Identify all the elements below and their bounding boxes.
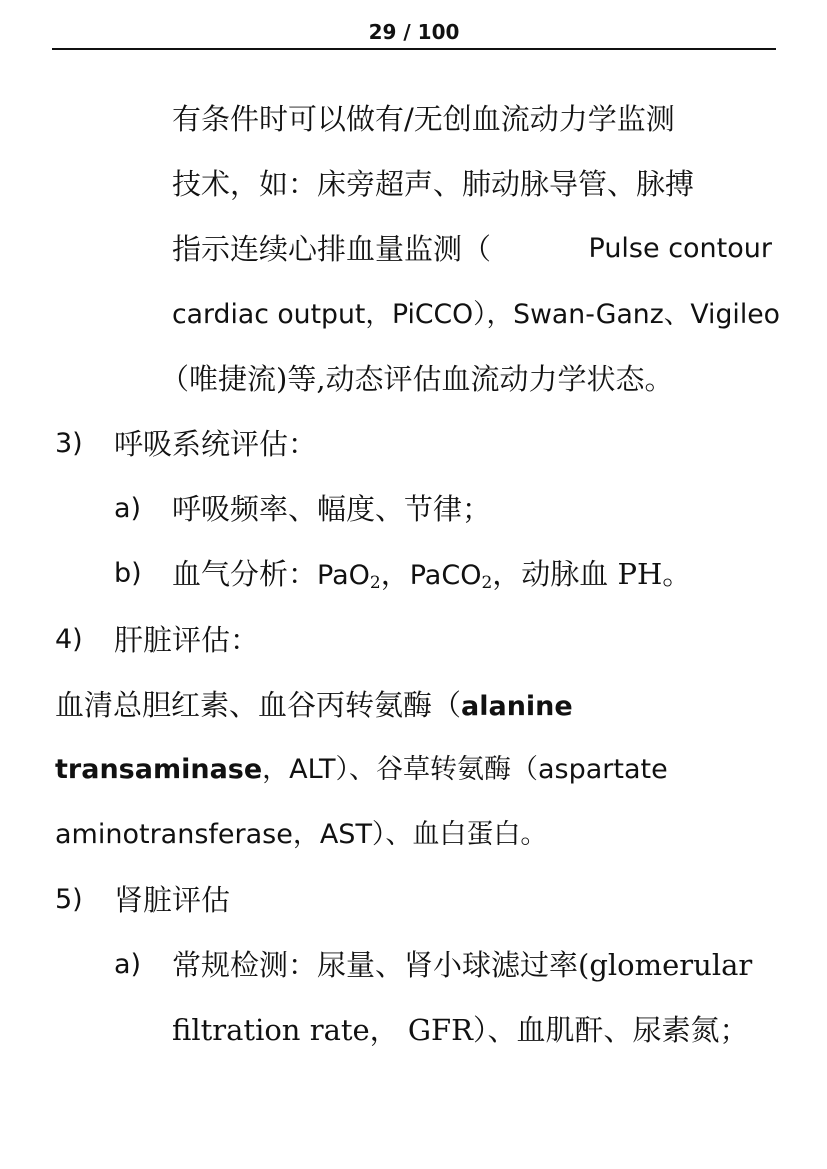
item4-line1-cn: 血清总胆红素、血谷丙转氨酶（ — [55, 688, 462, 722]
item3-b-marker: b) — [114, 558, 142, 589]
item3-b-label: 血气分析： — [172, 557, 318, 591]
para1-line4: cardiac output，PiCCO），Swan-Ganz、Vigileo — [172, 299, 780, 330]
item4-line1 — [55, 683, 573, 729]
item5-number: 5) — [55, 884, 83, 915]
page-indicator: 29 / 100 — [368, 20, 460, 44]
item3-title: 呼吸系统评估： — [114, 427, 318, 461]
item5-a-line1: 常规检测：尿量、肾小球滤过率(glomerular — [172, 948, 753, 982]
item5-title: 肾脏评估 — [114, 883, 231, 917]
item3-b-tail: ，动脉血 PH。 — [492, 557, 692, 591]
item4-line3: aminotransferase，AST）、血白蛋白。 — [55, 819, 548, 850]
item4-line1-bold: alanine — [461, 691, 573, 722]
para1-line5: （唯捷流)等,动态评估血流动力学状态。 — [160, 362, 674, 396]
para1-line3-cn: 指示连续心排血量监测（ — [172, 232, 492, 266]
item3-a-marker: a) — [114, 493, 142, 524]
item4-line2-bold: transaminase — [55, 754, 263, 785]
header-divider — [52, 48, 776, 50]
item4-title: 肝脏评估： — [114, 623, 260, 657]
pao2-label: PaO — [317, 560, 370, 591]
item4-number: 4) — [55, 624, 83, 655]
item3-a-text: 呼吸频率、幅度、节律； — [172, 492, 492, 526]
item5-a-line2: filtration rate， GFR）、血肌酐、尿素氮； — [172, 1013, 749, 1047]
item3-b-text — [172, 552, 691, 605]
paco2-label: PaCO — [409, 560, 482, 591]
para1-line2: 技术，如：床旁超声、肺动脉导管、脉搏 — [172, 167, 695, 201]
paco2-subscript: 2 — [481, 573, 493, 593]
item3-b-sep: ， — [380, 557, 410, 591]
para1-line3-en: Pulse contour — [588, 233, 772, 264]
item4-line2 — [55, 748, 668, 792]
item3-number: 3) — [55, 428, 83, 459]
para1-line3 — [172, 227, 772, 271]
pao2-subscript: 2 — [369, 573, 381, 593]
item4-line2-rest: ，ALT）、谷草转氨酶（aspartate — [262, 754, 668, 785]
item5-a-marker: a) — [114, 949, 142, 980]
para1-line1: 有条件时可以做有/无创血流动力学监测 — [172, 102, 675, 136]
